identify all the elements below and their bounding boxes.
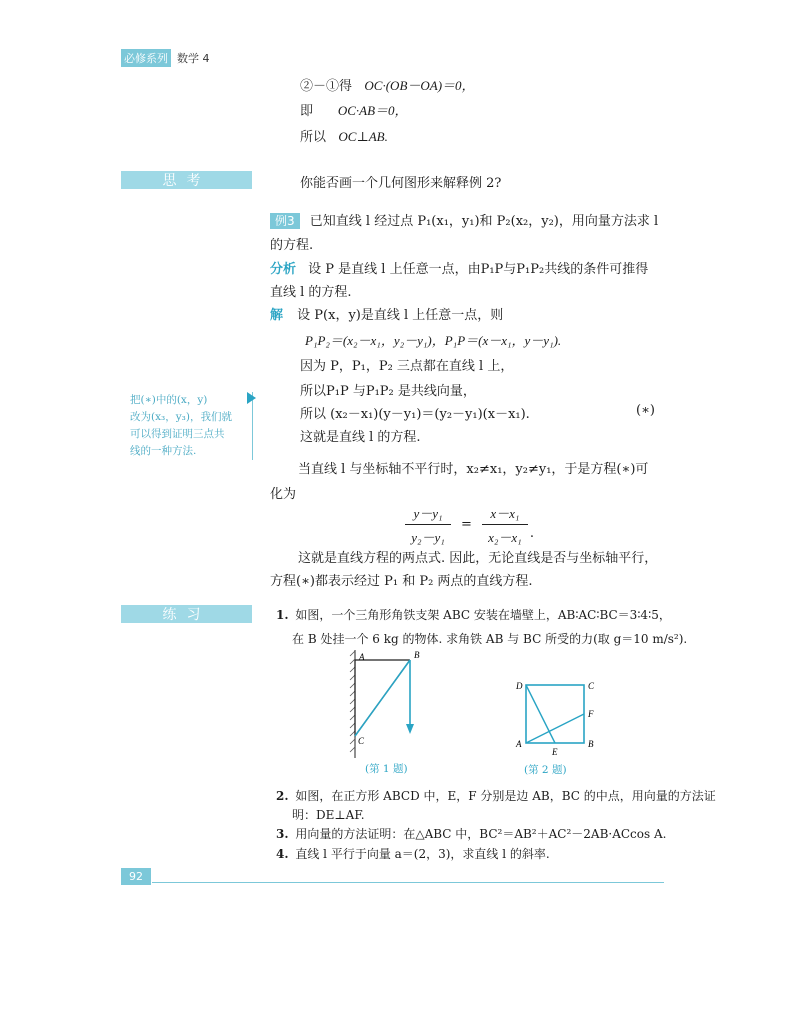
solution-line-1: 解 设 P(x，y)是直线 l 上任意一点，则 xyxy=(270,308,504,323)
fig1-label-b: B xyxy=(414,650,420,660)
left-denominator: y₂－y₁ xyxy=(411,530,445,545)
figure-1 xyxy=(340,648,440,778)
right-numerator: x－x₁ xyxy=(490,506,520,521)
example3-line-1: 例3 已知直线 l 经过点 P₁(x₁，y₁)和 P₂(x₂，y₂)，用向量方法求 l xyxy=(270,210,658,229)
think-text: 你能否画一个几何图形来解释例 2? xyxy=(300,176,502,191)
fig2-label-b: B xyxy=(588,739,594,749)
para1-line-1: 当直线 l 与坐标轴不平行时，x₂≠x₁，y₂≠y₁，于是方程(∗)可 xyxy=(298,462,649,477)
analysis-tag: 分析 xyxy=(270,262,297,277)
analysis-line-1: 分析 设 P 是直线 l 上任意一点，由P₁P与P₁P₂共线的条件可推得 xyxy=(270,262,649,277)
solution-line-5-mark: (∗) xyxy=(636,403,655,418)
solution-line-6: 这就是直线 l 的方程. xyxy=(300,430,421,445)
page-number: 92 xyxy=(121,868,151,885)
practice-label: 练习 xyxy=(121,605,252,623)
fig1-label-a: A xyxy=(359,652,365,662)
two-point-formula xyxy=(405,503,534,546)
solution-line-4: 所以P₁P 与P₁P₂ 是共线向量， xyxy=(300,384,476,399)
example-tag: 例3 xyxy=(270,213,300,229)
question-1-number: 1. xyxy=(276,608,289,622)
question-1-line-2: 在 B 处挂一个 6 kg 的物体. 求角铁 AB 与 BC 所受的力(取 g＝10 m/s²). xyxy=(292,632,688,646)
footer-rule xyxy=(152,882,664,883)
question-3: 3. 用向量的方法证明：在△ABC 中，BC²＝AB²＋AC²－2AB·ACcos A. xyxy=(276,827,667,841)
question-2: 2. 如图，在正方形 ABCD 中，E，F 分别是边 AB，BC 的中点，用向量的方法证 xyxy=(276,789,716,803)
side-note-line-2: 改为(x₃，y₃)，我们就 xyxy=(130,411,232,423)
right-denominator: x₂－x₁ xyxy=(488,530,522,545)
figure-2 xyxy=(510,675,610,780)
question-4: 4. 直线 l 平行于向量 a＝(2，3)，求直线 l 的斜率. xyxy=(276,847,550,861)
fig2-label-a: A xyxy=(516,739,522,749)
para2-line-1: 这就是直线方程的两点式. 因此，无论直线是否与坐标轴平行， xyxy=(298,551,658,566)
fig2-label-e: E xyxy=(552,747,558,757)
solution-tag: 解 xyxy=(270,308,284,323)
think-label: 思考 xyxy=(121,171,252,189)
series-tag: 必修系列 xyxy=(121,49,171,67)
question-2-line-2: 明：DE⊥AF. xyxy=(292,808,365,822)
example3-line-2: 的方程. xyxy=(270,238,314,253)
question-4-number: 4. xyxy=(276,847,289,861)
fig2-label-c: C xyxy=(588,681,595,691)
para2-line-2: 方程(∗)都表示经过 P₁ 和 P₂ 两点的直线方程. xyxy=(270,574,533,589)
side-note-line-1: 把(∗)中的(x，y) xyxy=(130,394,208,406)
solution-line-3: 因为 P，P₁，P₂ 三点都在直线 l 上， xyxy=(300,359,514,374)
top-line-2: 即 OC·AB＝0， xyxy=(300,103,408,119)
fig1-caption: (第 1 题) xyxy=(365,763,408,775)
solution-line-2: P₁P₂＝(x₂－x₁，y₂－y₁)，P₁P＝(x－x₁，y－y₁). xyxy=(305,333,562,348)
question-3-number: 3. xyxy=(276,827,289,841)
header xyxy=(121,49,210,67)
fig2-label-d: D xyxy=(516,681,523,691)
question-1: 1. 如图，一个三角形角铁支架 ABC 安装在墙壁上，AB∶AC∶BC＝3∶4∶5， xyxy=(276,608,671,622)
footer xyxy=(121,868,151,885)
fraction-period: . xyxy=(529,526,535,541)
side-note-line-3: 可以得到证明三点共 xyxy=(130,428,225,440)
left-numerator: y－y₁ xyxy=(413,506,443,521)
fig1-label-c: C xyxy=(358,736,365,746)
para1-line-2: 化为 xyxy=(270,487,297,502)
side-note xyxy=(130,392,253,460)
solution-line-5: 所以 (x₂－x₁)(y－y₁)＝(y₂－y₁)(x－x₁). xyxy=(300,407,530,422)
equals-sign: = xyxy=(461,517,472,532)
subject-label: 数学 4 xyxy=(177,52,210,65)
fig2-caption: (第 2 题) xyxy=(524,764,567,776)
fig2-label-f: F xyxy=(588,709,594,719)
question-2-number: 2. xyxy=(276,789,289,803)
top-line-3: 所以 OC⊥AB. xyxy=(300,129,388,145)
side-note-flag-icon xyxy=(247,392,256,404)
analysis-line-2: 直线 l 的方程. xyxy=(270,285,352,300)
side-note-line-4: 线的一种方法. xyxy=(130,445,197,457)
top-line-1: ②－①得 OC·(OB－OA)＝0， xyxy=(300,78,475,94)
